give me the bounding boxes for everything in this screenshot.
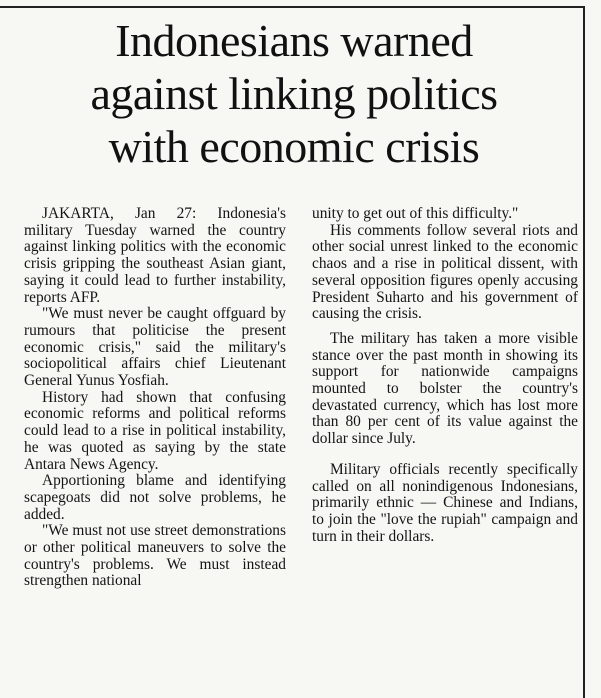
right-border-rule (583, 6, 585, 698)
paragraph-comments: His comments follow several riots and other social unrest linked to the economic chaos and a rise in political dissent, with several opposition figures openly accusing President Suharto and his government of causing the crisis. (312, 221, 578, 323)
paragraph-dateline: JAKARTA, Jan 27: Indonesia's military Tuesday warned the country against linking politics with the economic crisis gripping the southeast Asian giant, saying it could lead to further instability, reports AFP. (24, 205, 286, 306)
paragraph-quote-rumours: "We must never be caught offguard by rumours that politicise the present economic crisis," said the military's sociopolitical affairs chief Lieutenant General Yunus Yosfiah. (24, 305, 286, 390)
top-border-rule (0, 6, 584, 8)
paragraph-history: History had shown that confusing economic reforms and political reforms could lead to a rise in political instability, he was quoted as saying by the state Antara News Agency. (24, 388, 286, 473)
paragraph-quote-demonstrations: "We must not use street demonstrations or other political maneuvers to solve the country's problems. We must instead strengthen national (24, 522, 286, 590)
left-column (24, 206, 286, 590)
headline-line-1: Indonesians warned (115, 15, 473, 66)
headline-line-2: against linking politics (90, 68, 498, 119)
paragraph-military-officials: Military officials recently specifically called on all nonindigenous Indonesians, primarily ethnic — Chinese and Indians, to join the "love the rupiah" campaign and turn in their dollars. (312, 460, 578, 545)
right-column (312, 206, 578, 545)
paragraph-blame: Apportioning blame and identifying scapegoats did not solve problems, he added. (24, 472, 286, 523)
headline (10, 14, 578, 173)
headline-line-3: with economic crisis (108, 121, 480, 172)
paragraph-unity: unity to get out of this difficulty." (312, 205, 519, 222)
paragraph-military-stance: The military has taken a more visible stance over the past month in showing its support for nationwide campaigns mounted to bolster the country's devastated currency, which has lost more than 80 per cent of its value against the dollar since July. (312, 329, 578, 448)
